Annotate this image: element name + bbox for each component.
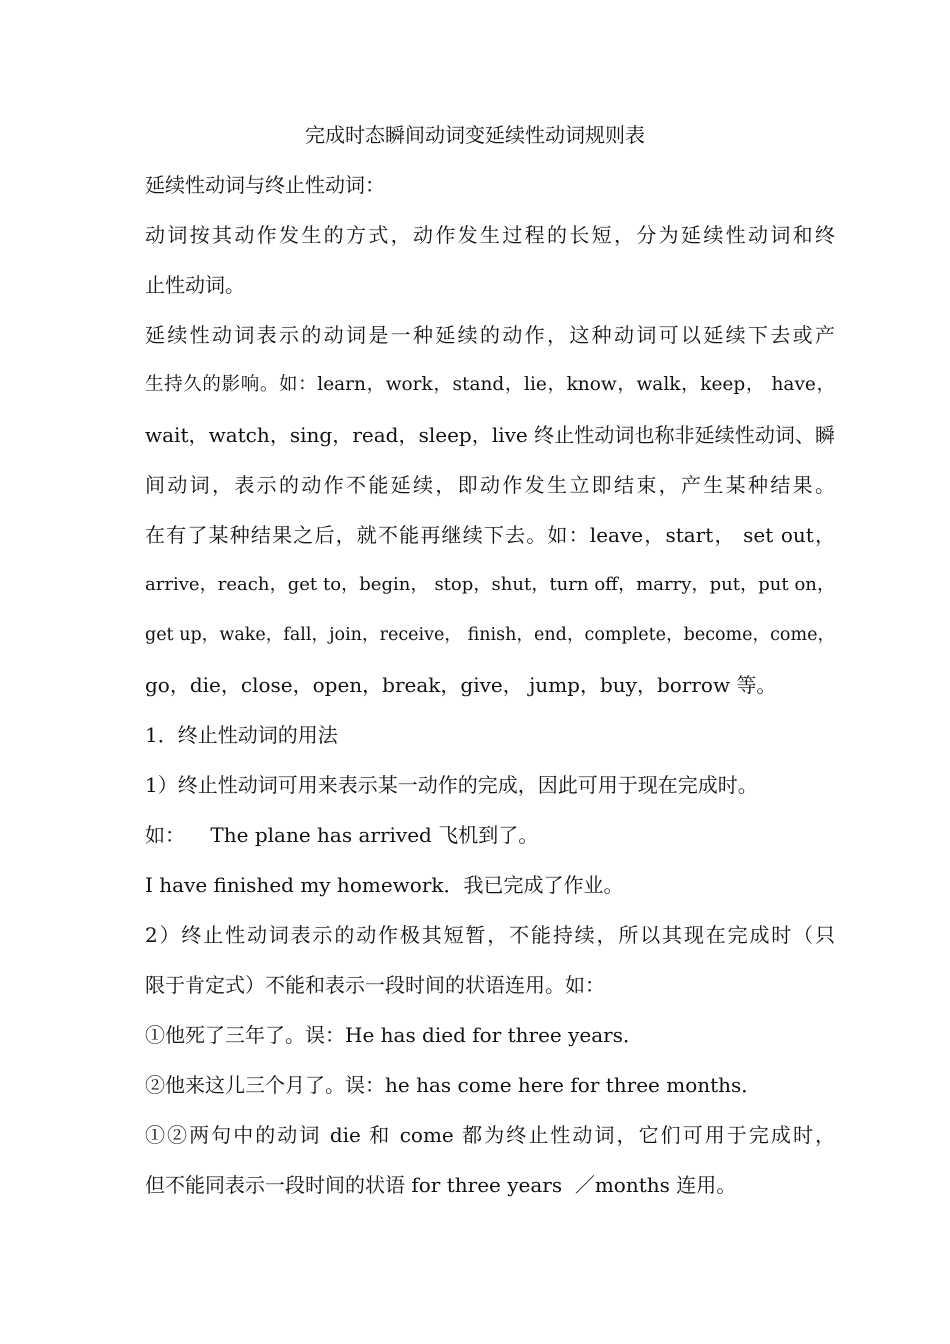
heading-continuous-vs-terminal: 延续性动词与终止性动词： [145,173,385,197]
paragraph-line: 1）终止性动词可用来表示某一动作的完成，因此可用于现在完成时。 [145,773,758,797]
paragraph-line: arrive，reach，get to，begin， stop，shut，turn off，marry，put，put on， [145,574,836,595]
paragraph-line: 动词按其动作发生的方式，动作发生过程的长短，分为延续性动词和终 [145,223,835,247]
paragraph-line: wait，watch，sing，read，sleep，live 终止性动词也称非延续性动词、瞬 [145,423,835,447]
section-heading: 1．终止性动词的用法 [145,723,338,747]
paragraph-line: 在有了某种结果之后，就不能再继续下去。如：leave，start， set out， [145,523,835,547]
document-title: 完成时态瞬间动词变延续性动词规则表 [305,123,645,147]
paragraph-line: 但不能同表示一段时间的状语 for three years ／months 连用。 [145,1173,737,1197]
paragraph-line: 2）终止性动词表示的动作极其短暂，不能持续，所以其现在完成时（只 [145,923,835,947]
paragraph-line: 止性动词。 [145,273,245,297]
paragraph-line: 延续性动词表示的动词是一种延续的动作，这种动词可以延续下去或产 [145,323,835,347]
example-line: ①他死了三年了。误：He has died for three years． [145,1023,644,1047]
example-line: 如： The plane has arrived 飞机到了。 [145,823,539,847]
example-line: ②他来这儿三个月了。误：he has come here for three months． [145,1073,762,1097]
example-line: I have finished my homework．我已完成了作业。 [145,873,624,897]
paragraph-line: go，die，close，open，break，give， jump，buy，borrow 等。 [145,673,777,697]
paragraph-line: ①②两句中的动词 die 和 come 都为终止性动词，它们可用于完成时， [145,1123,835,1147]
paragraph-line: 间动词，表示的动作不能延续，即动作发生立即结束，产生某种结果。 [145,473,835,497]
paragraph-line: get up，wake，fall，join，receive， finish，end，complete，become，come， [145,625,835,645]
paragraph-line: 限于肯定式）不能和表示一段时间的状语连用。如： [145,973,605,997]
paragraph-line: 生持久的影响。如：learn，work，stand，lie，know，walk，keep， have， [145,374,835,395]
